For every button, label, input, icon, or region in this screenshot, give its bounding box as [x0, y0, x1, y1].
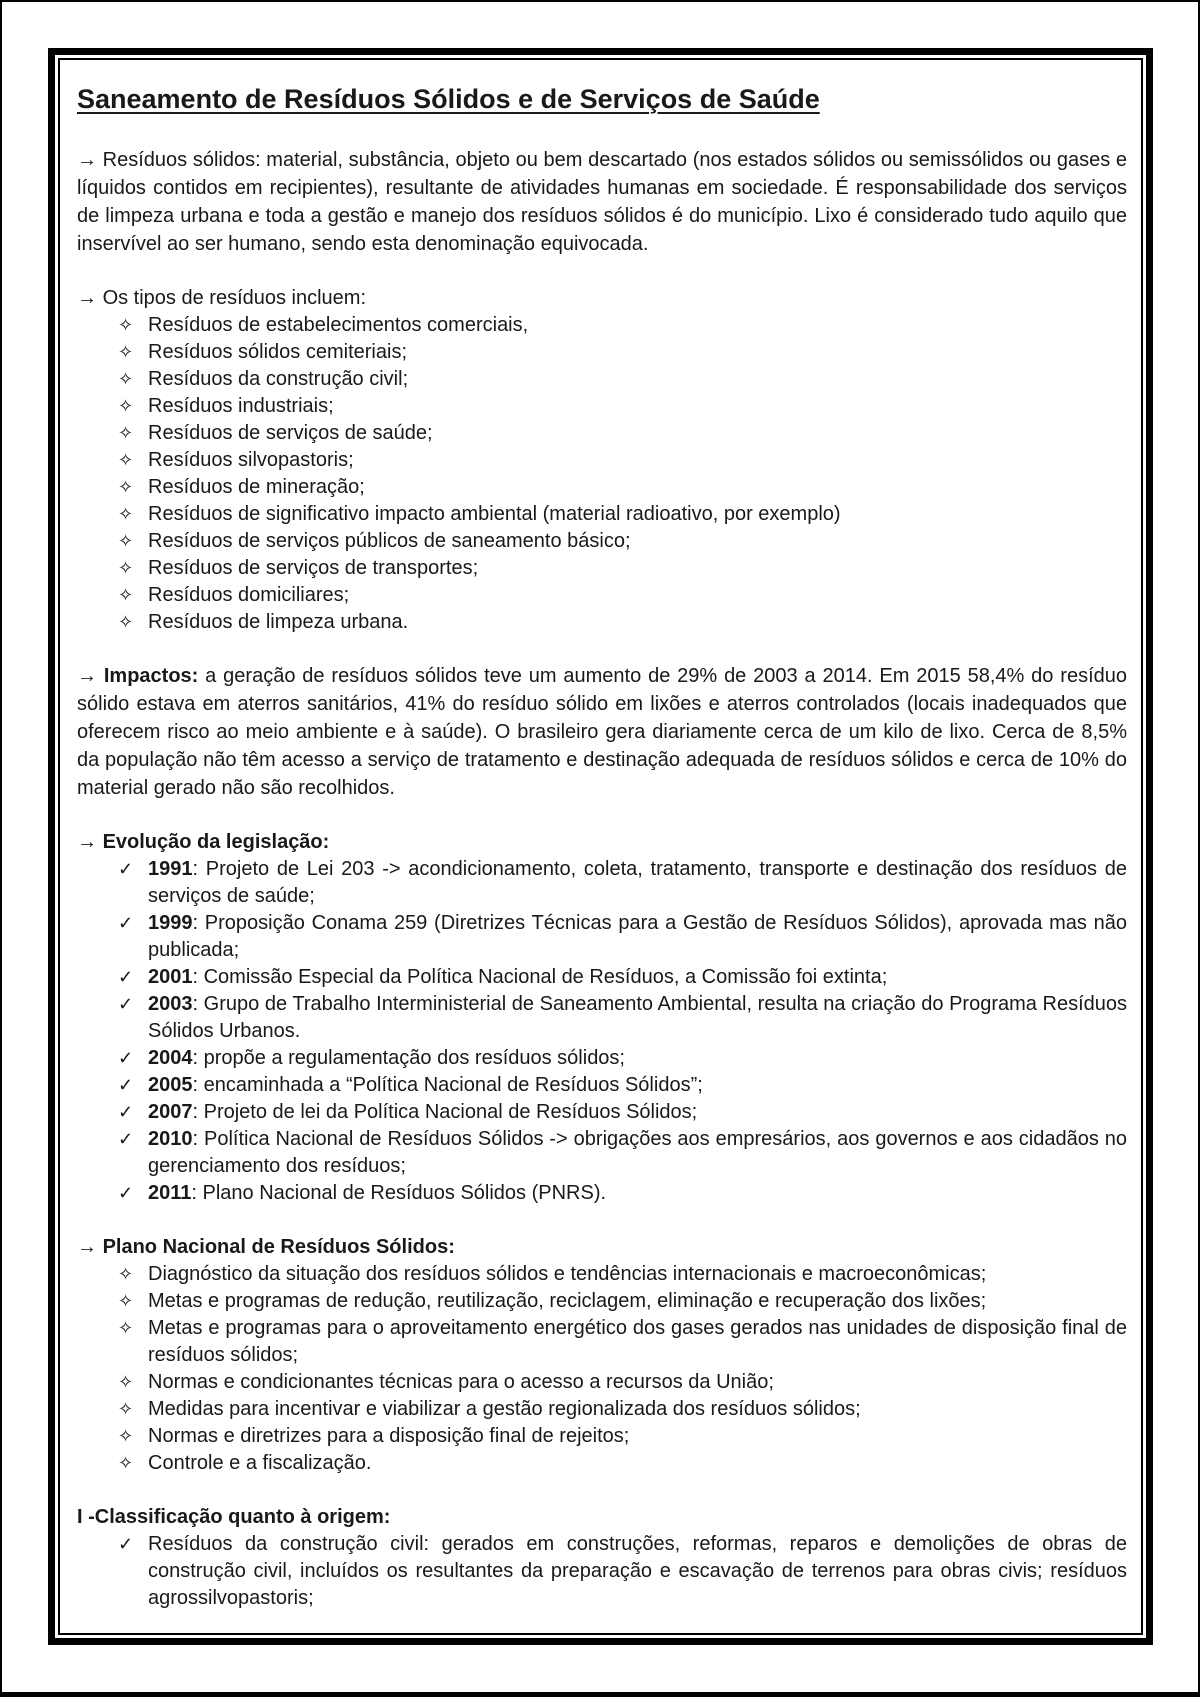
list-item [77, 1531, 1127, 1612]
arrow-icon: → [77, 287, 97, 309]
check-icon: ✓ [118, 1075, 134, 1095]
check-icon: ✓ [118, 859, 134, 879]
check-icon: ✓ [118, 913, 134, 933]
item-text: Resíduos sólidos cemiteriais; [148, 341, 407, 363]
list-item [77, 501, 1127, 528]
list-item [77, 1261, 1127, 1288]
item-text: Diagnóstico da situação dos resíduos sólidos e tendências internacionais e macroeconômicas; [148, 1263, 987, 1285]
list-item [77, 991, 1127, 1045]
item-text: : Projeto de lei da Política Nacional de Resíduos Sólidos; [192, 1101, 698, 1123]
diamond-icon: ✧ [118, 1318, 134, 1338]
item-lead: 2011 [148, 1182, 192, 1204]
item-text: Resíduos da construção civil: gerados em construções, reformas, reparos e demolições de obras de construção civil, incluídos os resultantes da preparação e escavação de terrenos para obras civis; resíduos agrossilvopastoris; [148, 1533, 1127, 1609]
list-item [77, 609, 1127, 636]
item-text: Metas e programas para o aproveitamento energético dos gases gerados nas unidades de disposição final de resíduos sólidos; [148, 1317, 1127, 1366]
list-item [77, 910, 1127, 964]
list-item [77, 528, 1127, 555]
diamond-icon: ✧ [118, 423, 134, 443]
item-text: Resíduos da construção civil; [148, 368, 409, 390]
diamond-list [77, 1261, 1127, 1477]
check-list [77, 856, 1127, 1207]
list-item [77, 1315, 1127, 1369]
diamond-icon: ✧ [118, 450, 134, 470]
list-item [77, 1288, 1127, 1315]
paragraph-text: Resíduos sólidos: material, substância, objeto ou bem descartado (nos estados sólidos ou semissólidos ou gases e líquidos contidos em recipientes), resultante de atividades humanas em sociedade. É responsabilidade dos serviços de limpeza urbana e toda a gestão e manejo dos resíduos sólidos é do município. Lixo é considerado tudo aquilo que inservível ao ser humano, sendo esta denominação equivocada. [77, 149, 1128, 255]
diamond-icon: ✧ [118, 477, 134, 497]
diamond-icon: ✧ [118, 369, 134, 389]
item-lead: 2010 [148, 1128, 193, 1150]
check-icon: ✓ [118, 1534, 134, 1554]
diamond-icon: ✧ [118, 558, 134, 578]
item-lead: 2001 [148, 966, 193, 988]
item-text: Medidas para incentivar e viabilizar a gestão regionalizada dos resíduos sólidos; [148, 1398, 861, 1420]
arrow-icon: → [77, 149, 97, 171]
diamond-icon: ✧ [118, 342, 134, 362]
check-icon: ✓ [118, 1102, 134, 1122]
item-lead: 2003 [148, 993, 193, 1015]
diamond-icon: ✧ [118, 1372, 134, 1392]
item-text: Controle e a fiscalização. [148, 1452, 372, 1474]
diamond-icon: ✧ [118, 315, 134, 335]
item-lead: 2007 [148, 1101, 193, 1123]
item-text: : Projeto de Lei 203 -> acondicionamento, coleta, tratamento, transporte e destinação dos resíduos de serviços de saúde; [148, 858, 1127, 907]
item-text: Resíduos industriais; [148, 395, 334, 417]
list-item [77, 964, 1127, 991]
item-text: Resíduos silvopastoris; [148, 449, 354, 471]
check-list [77, 1531, 1127, 1612]
list-item [77, 1180, 1127, 1207]
arrow-icon: → [77, 831, 97, 853]
diamond-icon: ✧ [118, 1453, 134, 1473]
item-text: Resíduos de serviços de saúde; [148, 422, 433, 444]
item-text: Normas e diretrizes para a disposição final de rejeitos; [148, 1425, 630, 1447]
list-item [77, 420, 1127, 447]
diamond-icon: ✧ [118, 504, 134, 524]
item-text: Resíduos domiciliares; [148, 584, 350, 606]
list-item [77, 474, 1127, 501]
arrow-icon: → [77, 665, 97, 687]
item-text: : encaminhada a “Política Nacional de Resíduos Sólidos”; [192, 1074, 703, 1096]
list-item [77, 1396, 1127, 1423]
list-item [77, 1126, 1127, 1180]
check-icon: ✓ [118, 1048, 134, 1068]
paragraph-text: a geração de resíduos sólidos teve um aumento de 29% de 2003 a 2014. Em 2015 58,4% do resíduo sólido estava em aterros sanitários, 41% do resíduo sólido em lixões e aterros controlados (locais inadequados que oferecem risco ao meio ambiente e à saúde). O brasileiro gera diariamente cerca de um kilo de lixo. Cerca de 8,5% da população não têm acesso a serviço de tratamento e destinação adequada de resíduos sólidos e cerca de 10% do material gerado não são recolhidos. [77, 665, 1127, 799]
section-heading [77, 1503, 1127, 1531]
paragraph [77, 284, 1127, 312]
item-text: : Proposição Conama 259 (Diretrizes Técnicas para a Gestão de Resíduos Sólidos), aprovada mas não publicada; [148, 912, 1127, 961]
diamond-icon: ✧ [118, 396, 134, 416]
item-text: : Comissão Especial da Política Nacional de Resíduos, a Comissão foi extinta; [192, 966, 888, 988]
heading-text: Evolução da legislação: [102, 831, 330, 853]
check-icon: ✓ [118, 1129, 134, 1149]
list-item [77, 366, 1127, 393]
list-item [77, 1369, 1127, 1396]
check-icon: ✓ [118, 1183, 134, 1203]
list-item [77, 856, 1127, 910]
item-text: Resíduos de limpeza urbana. [148, 611, 409, 633]
arrow-icon: → [77, 1236, 97, 1258]
item-lead: 2005 [148, 1074, 193, 1096]
item-text: Metas e programas de redução, reutilização, reciclagem, eliminação e recuperação dos lixões; [148, 1290, 987, 1312]
item-text: Normas e condicionantes técnicas para o acesso a recursos da União; [148, 1371, 774, 1393]
diamond-icon: ✧ [118, 1264, 134, 1284]
paragraph-text: Os tipos de resíduos incluem: [102, 287, 367, 309]
diamond-icon: ✧ [118, 612, 134, 632]
section-heading [77, 1233, 1127, 1261]
item-text: : Grupo de Trabalho Interministerial de Saneamento Ambiental, resulta na criação do Programa Resíduos Sólidos Urbanos. [148, 993, 1127, 1042]
page-frame [48, 48, 1153, 1645]
paragraph [77, 662, 1127, 802]
item-text: Resíduos de estabelecimentos comerciais, [148, 314, 529, 336]
list-item [77, 1423, 1127, 1450]
heading-text: Plano Nacional de Resíduos Sólidos: [102, 1236, 455, 1258]
item-text: Resíduos de significativo impacto ambiental (material radioativo, por exemplo) [148, 503, 841, 525]
list-item [77, 339, 1127, 366]
list-item [77, 1045, 1127, 1072]
paragraph-lead: Impactos: [103, 665, 199, 687]
list-item [77, 393, 1127, 420]
diamond-icon: ✧ [118, 1291, 134, 1311]
item-lead: 1991 [148, 858, 193, 880]
diamond-icon: ✧ [118, 531, 134, 551]
item-lead: 2004 [148, 1047, 193, 1069]
heading-text: I -Classificação quanto à origem: [77, 1506, 391, 1528]
document-body [77, 146, 1127, 1612]
list-item [77, 555, 1127, 582]
item-text: Resíduos de serviços de transportes; [148, 557, 479, 579]
paragraph [77, 146, 1127, 258]
check-icon: ✓ [118, 967, 134, 987]
list-item [77, 1450, 1127, 1477]
list-item [77, 312, 1127, 339]
item-text: : Plano Nacional de Resíduos Sólidos (PNRS). [191, 1182, 607, 1204]
item-text: Resíduos de mineração; [148, 476, 365, 498]
item-lead: 1999 [148, 912, 193, 934]
item-text: : Política Nacional de Resíduos Sólidos -> obrigações aos empresários, aos governos e aos cidadãos no gerenciamento dos resíduos; [148, 1128, 1127, 1177]
list-item [77, 582, 1127, 609]
item-text: : propõe a regulamentação dos resíduos sólidos; [192, 1047, 625, 1069]
section-heading [77, 828, 1127, 856]
list-item [77, 1072, 1127, 1099]
list-item [77, 1099, 1127, 1126]
diamond-icon: ✧ [118, 585, 134, 605]
diamond-list [77, 312, 1127, 636]
check-icon: ✓ [118, 994, 134, 1014]
item-text: Resíduos de serviços públicos de saneamento básico; [148, 530, 631, 552]
diamond-icon: ✧ [118, 1426, 134, 1446]
diamond-icon: ✧ [118, 1399, 134, 1419]
page-frame-inner [58, 58, 1143, 1635]
list-item [77, 447, 1127, 474]
page-title: Saneamento de Resíduos Sólidos e de Serviços de Saúde [77, 84, 820, 114]
